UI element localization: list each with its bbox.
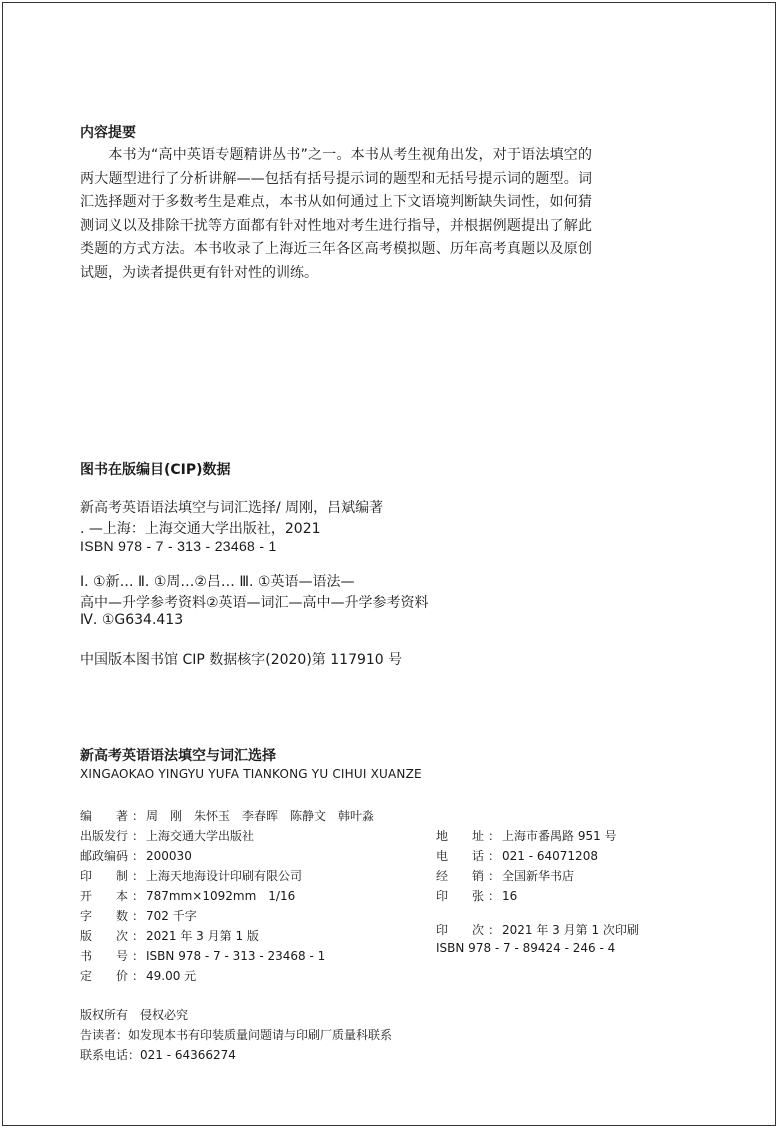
colophon-value: 702 千字 — [146, 909, 197, 923]
colophon-row-distributor: 经 销 ： 全国新华书店 — [436, 869, 575, 883]
colophon-row-isbn-audio — [436, 941, 615, 955]
colophon-key: 经 销 — [436, 869, 485, 883]
colophon-key: 版 次 — [80, 929, 129, 943]
colophon-row-editors: 编 著 ： 周 刚 朱怀玉 李春晖 陈静文 韩叶淼 — [80, 809, 375, 823]
colophon-value: ISBN 978 - 7 - 89424 - 246 - 4 — [436, 941, 616, 955]
book-title-pinyin: XINGAOKAO YINGYU YUFA TIANKONG YU CIHUI XUANZE — [80, 767, 422, 781]
cip-line-classification-3: Ⅳ. ①G634.413 — [80, 612, 184, 628]
cip-line-classification-2: 高中—升学参考资料②英语—词汇—高中—升学参考资料 — [80, 595, 429, 611]
colophon-value: ISBN 978 - 7 - 313 - 23468 - 1 — [146, 949, 326, 963]
cip-line-classification-1: Ⅰ. ①新… Ⅱ. ①周…②吕… Ⅲ. ①英语—语法— — [80, 574, 355, 590]
colophon-value: 周 刚 朱怀玉 李春晖 陈静文 韩叶淼 — [146, 809, 375, 823]
cip-line-record-number: 中国版本图书馆 CIP 数据核字(2020)第 117910 号 — [80, 652, 403, 668]
colophon-key: 地 址 — [436, 829, 485, 843]
colophon-value: 200030 — [146, 849, 192, 863]
colophon-key: 编 著 — [80, 809, 129, 823]
rights-statement: 版权所有 侵权必究 — [80, 1008, 189, 1022]
reader-notice: 告读者：如发现本书有印装质量问题请与印刷厂质量科联系 — [80, 1028, 393, 1042]
colophon-row-postcode: 邮政编码 ： 200030 — [80, 849, 192, 863]
colophon-value: 2021 年 3 月第 1 版 — [146, 929, 259, 943]
colophon-key: 字 数 — [80, 909, 129, 923]
colophon-row-print-run: 印 次 ： 2021 年 3 月第 1 次印刷 — [436, 923, 639, 937]
colophon-row-word-count: 字 数 ： 702 千字 — [80, 909, 197, 923]
book-title: 新高考英语语法填空与词汇选择 — [80, 748, 276, 764]
colophon-key: 出版发行 — [80, 829, 129, 843]
colophon-value: 上海交通大学出版社 — [146, 829, 255, 843]
colophon-value: 上海天地海设计印刷有限公司 — [146, 869, 303, 883]
summary-heading: 内容提要 — [80, 125, 136, 141]
colophon-row-publisher: 出版发行 ： 上海交通大学出版社 — [80, 829, 255, 843]
colophon-value: 787mm×1092mm 1/16 — [146, 889, 296, 903]
colophon-key: 印 张 — [436, 889, 485, 903]
colophon-value: 49.00 元 — [146, 969, 197, 983]
colophon-row-phone: 电 话 ： 021 - 64071208 — [436, 849, 598, 863]
contact-phone: 联系电话：021 - 64366274 — [80, 1048, 236, 1062]
cip-line-title: 新高考英语语法填空与词汇选择/ 周刚，吕斌编著 — [80, 500, 384, 516]
colophon-row-edition: 版 次 ： 2021 年 3 月第 1 版 — [80, 929, 259, 943]
colophon-row-price: 定 价 ： 49.00 元 — [80, 969, 197, 983]
colophon-row-address: 地 址 ： 上海市番禺路 951 号 — [436, 829, 617, 843]
colophon-key: 邮政编码 — [80, 849, 129, 863]
colophon-value: 上海市番禺路 951 号 — [502, 829, 617, 843]
colophon-key: 印 制 — [80, 869, 129, 883]
colophon-key: 定 价 — [80, 969, 129, 983]
colophon-row-format: 开 本 ： 787mm×1092mm 1/16 — [80, 889, 296, 903]
colophon-key: 书 号 — [80, 949, 129, 963]
colophon-value: 全国新华书店 — [502, 869, 575, 883]
colophon-row-sheets: 印 张 ： 16 — [436, 889, 518, 903]
colophon-row-printer: 印 制 ： 上海天地海设计印刷有限公司 — [80, 869, 303, 883]
summary-paragraph: 本书为“高中英语专题精讲丛书”之一。本书从考生视角出发，对于语法填空的两大题型进行了分析讲解——包括有括号提示词的题型和无括号提示词的题型。词汇选择题对于多数考生是难点，本书从如何通过上下文语境判断缺失词性，如何猜测词义以及排除干扰等方面都有针对性地对考生进行指导，并根据例题提出了解此类题的方式方法。本书收录了上海近三年各区高考模拟题、历年高考真题以及原创试题，为读者提供更有针对性的训练。 — [80, 147, 592, 281]
colophon-value: 16 — [502, 889, 518, 903]
colophon-row-book-number: 书 号 ： ISBN 978 - 7 - 313 - 23468 - 1 — [80, 949, 326, 963]
colophon-key: 开 本 — [80, 889, 129, 903]
cip-heading: 图书在版编目(CIP)数据 — [80, 462, 231, 478]
colophon-key: 电 话 — [436, 849, 485, 863]
colophon-value: 021 - 64071208 — [502, 849, 598, 863]
colophon-value: 2021 年 3 月第 1 次印刷 — [502, 923, 639, 937]
cip-line-isbn: ISBN 978 - 7 - 313 - 23468 - 1 — [80, 538, 277, 554]
cip-line-publisher: . —上海：上海交通大学出版社，2021 — [80, 521, 321, 537]
colophon-key: 印 次 — [436, 923, 485, 937]
